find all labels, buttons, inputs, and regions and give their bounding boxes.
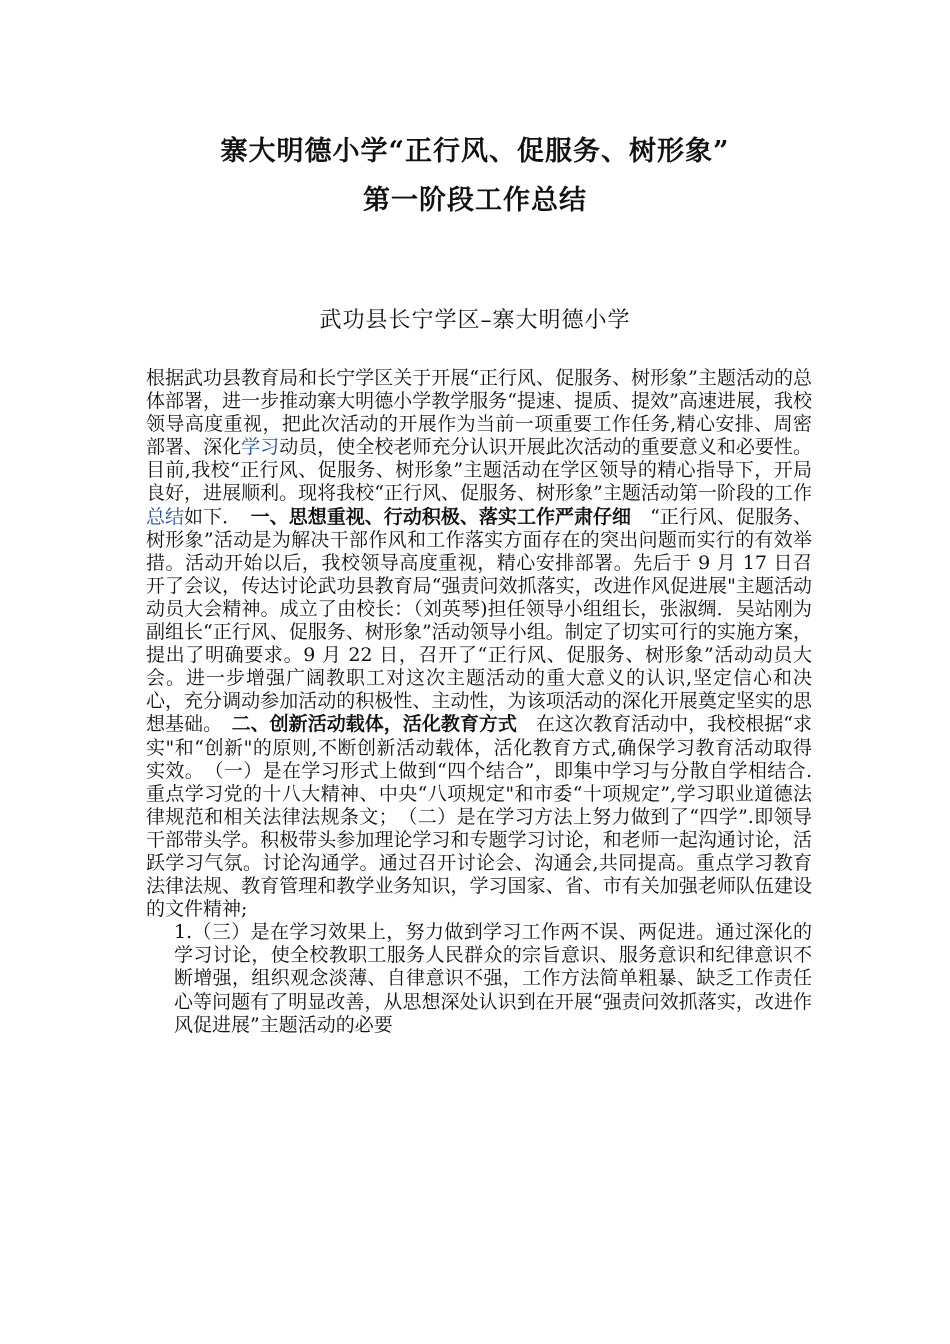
document-title-line1: 寨大明德小学“正行风、促服务、树形象” bbox=[220, 136, 730, 167]
paragraph-text: 如下． bbox=[184, 505, 232, 528]
document-subtitle: 武功县长宁学区–寨大明德小学 bbox=[319, 308, 631, 333]
paragraph-text: 在这次教育活动中，我校根据“求实"和“创新"的原则,不断创新活动载体，活化教育方式,确保学习教育活动取得实效。 （一）是在学习形式上做到“四个结合”，即集中学习与分散自学相结合.重点学习党的十八大精神、中央“八项规定"和市委“十项规定”,学习职业道德法律规范和相关法律法规条文； （二）是在学习方法上努力做到了“四学”.即领导干部带头学。积极带头参加理论学习和专题学习讨论，和老师一起沟通讨论，活跃学习气氛。讨论沟通学。通过召开讨论会、沟通会,共同提高。重点学习教育法律法规、教育管理和教学业务知识，学习国家、省、市有关加强老师队伍建设的文件精神; bbox=[146, 713, 812, 921]
hyperlink-xuexi[interactable]: 学习 bbox=[241, 436, 280, 459]
paragraph-text: “正行风、促服务、树形象”活动是为解决干部作风和工作落实方面存在的突出问题而实行的有效举措。活动开始以后，我校领导高度重视，精心安排部署。先后于 9 月 17 日召开了会议，传达讨论武功县教育局“强责问效抓落实，改进作风促进展"主题活动动员大会精神。成立了由校长：（刘英琴)担任领导小组组长，张淑绸．吴站刚为副组长“正行风、促服务、树形象”活动领导小组。制定了切实可行的实施方案，提出了明确要求。9 月 22 日，召开了“正行风、促服务、树形象”活动动员大会。进一步增强广阔教职工对这次主题活动的重大意义的认识,坚定信心和决心，充分调动参加活动的积极性、主动性，为该项活动的深化开展奠定坚实的思想基础。 bbox=[146, 505, 812, 736]
body-paragraph-2: 1.（三）是在学习效果上，努力做到学习工作两不误、两促进。通过深化的学习讨论，使全校教职工服务人民群众的宗旨意识、服务意识和纪律意识不断增强，组织观念淡薄、自律意识不强，工作方法简单粗暴、缺乏工作责任心等问题有了明显改善，从思想深处认识到在开展“强责问效抓落实，改进作风促进展”主题活动的必要 bbox=[174, 921, 812, 1036]
body-paragraph-1 bbox=[146, 367, 812, 921]
paragraph-text: 动员，使全校老师充分认识开展此次活动的重要意义和必要性。目前,我校“正行风、促服务、树形象”主题活动在学区领导的精心指导下，开局良好，进展顺利。现将我校“正行风、促服务、树形象”主题活动第一阶段的工作 bbox=[146, 436, 812, 505]
document-body bbox=[146, 367, 812, 1037]
section-heading-2: 二、创新活动载体，活化教育方式 bbox=[212, 713, 517, 736]
paragraph-text: 根据武功县教育局和长宁学区关于开展“正行风、促服务、树形象”主题活动的总体部署，进一步推动寨大明德小学教学服务“提速、提质、提效”高速进展，我校领导高度重视，把此次活动的开展作为当前一项重要工作任务,精心安排、周密部署、深化 bbox=[146, 367, 812, 459]
section-heading-1: 一、思想重视、行动积极、落实工作严肃仔细 bbox=[231, 505, 632, 528]
hyperlink-zongjie[interactable]: 总结 bbox=[146, 505, 185, 528]
document-title-line2: 第一阶段工作总结 bbox=[363, 185, 587, 216]
